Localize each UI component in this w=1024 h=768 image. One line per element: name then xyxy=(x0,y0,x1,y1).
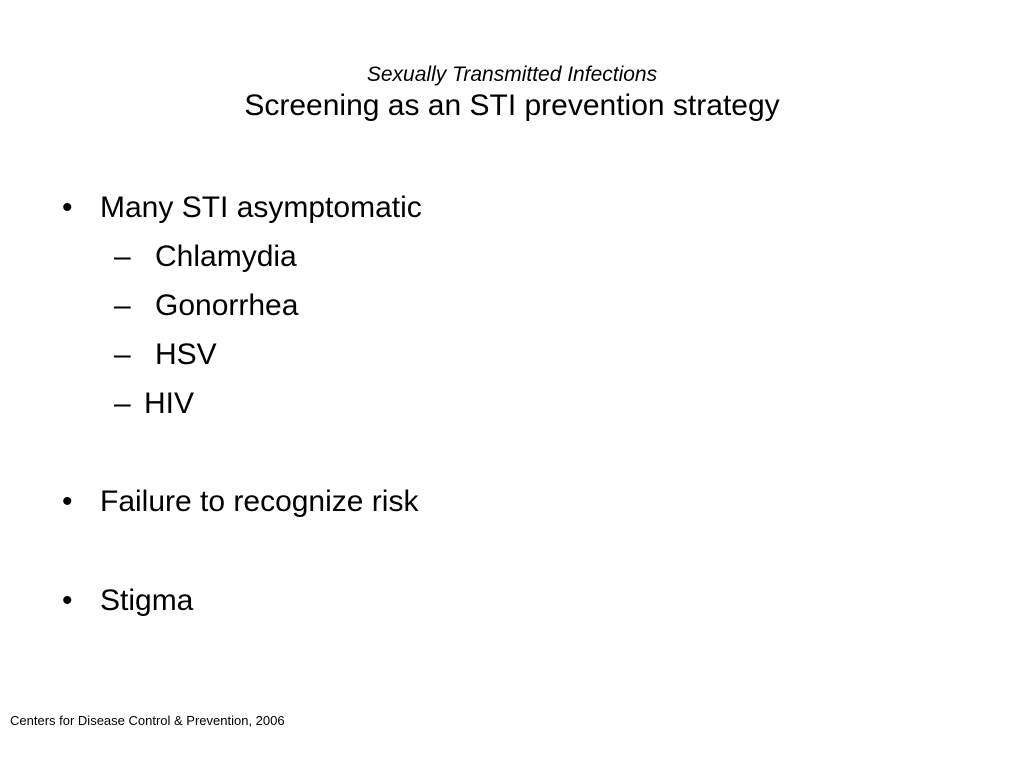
dash-icon: – xyxy=(114,387,131,420)
bullet-item xyxy=(0,190,1024,226)
sub-bullet-text: HIV xyxy=(144,387,195,420)
bullet-icon: • xyxy=(62,584,73,617)
dash-icon: – xyxy=(114,289,131,322)
sub-bullet-item xyxy=(0,386,1024,422)
dash-icon: – xyxy=(114,240,131,273)
sub-bullet-item xyxy=(0,239,1024,275)
slide-footer-source: Centers for Disease Control & Prevention, 2006 xyxy=(10,713,285,728)
sub-bullet-text: Chlamydia xyxy=(155,240,297,273)
sub-bullet-item xyxy=(0,288,1024,324)
sub-bullet-text: Gonorrhea xyxy=(155,289,299,322)
bullet-item xyxy=(0,583,1024,619)
slide-title: Screening as an STI prevention strategy xyxy=(244,89,780,122)
dash-icon: – xyxy=(114,338,131,371)
bullet-item xyxy=(0,484,1024,520)
bullet-icon: • xyxy=(62,485,73,518)
title-block xyxy=(0,62,1024,124)
bullet-text: Many STI asymptomatic xyxy=(100,191,422,224)
sub-bullet-item xyxy=(0,337,1024,373)
sub-bullet-text: HSV xyxy=(155,338,217,371)
bullet-text: Stigma xyxy=(100,584,194,617)
slide-subtitle: Sexually Transmitted Infections xyxy=(366,63,658,86)
bullet-text: Failure to recognize risk xyxy=(100,485,419,518)
bullet-icon: • xyxy=(62,191,73,224)
